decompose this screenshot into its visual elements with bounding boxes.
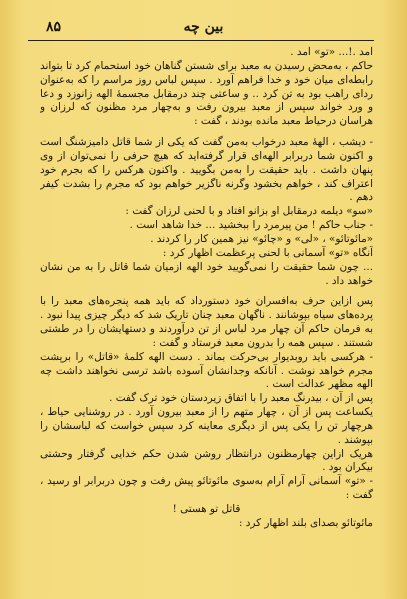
paragraph: مائوتائو بصدای بلند اظهار کرد : — [238, 516, 373, 529]
paragraph: - جناب حاکم ! من پیرمرد را ببخشید ... خدا شاهد است . — [129, 219, 373, 232]
paragraph: - دیشب ، الههٔ معبد درخواب به‌من گفت که یکی از شما قاتل دامیزشنگ است و اکنون شما دربرابر الهه‌ای قرار گرفته‌اید که هیچ حرفی را نمی‌توان از وی پنهان داشت . باید حقیقت را به‌من بگویید . واکنون هرکس را که بجرم خود اعتراف کند ، خواهم بخشود وگرنه ناگزیر خواهم بود که مجرم را بشدت کیفر دهم . — [40, 136, 373, 204]
paragraph: قاتل تو هستی ! — [172, 503, 241, 515]
paragraph: یکساعت پس از آن ، چهار متهم را از معبد بیرون آورد . در روشنایی حیاط ، هرچهار تن را یکی پس از دیگری معاینه کرد سپس خواست که لباسشان را بپوشند . — [40, 406, 373, 446]
paragraph: حاکم ، به‌محض رسیدن به معبد برای شستن گناهان خود استحمام کرد تا بتواند رابطه‌ای میان خود و خدا فراهم آورد . سپس لباس روز مراسم را که به‌عنوان ردای راهب بود به تن کرد .. و ساعتی چند درمقابل مجسمهٔ الهه زانوزد و دعا و ورد خواند سپس از معبد بیرون رفت و به‌چهار مرد مظنون که لرزان و هراسان درحیاط معبد مانده بودند ، گفت : — [40, 59, 373, 128]
page-number: ۸۵ — [46, 19, 62, 35]
paragraph: «سو» دیلمه درمقابل او بزانو افتاد و با لحنی لرزان گفت : — [125, 205, 373, 218]
paragraph: آنگاه «تو» آسمانی با لحنی پرعظمت اظهار کرد : — [162, 246, 373, 259]
paragraph: - هرکسی باید روبدیوار بی‌حرکت بماند . دست الهه کلمهٔ «قاتل» را برپشت مجرم خواهد نوشت . آنانکه وجدانشان آسوده باشد ترسی نخواهند داشت چه الهه مظهر عدالت است . — [40, 350, 373, 391]
paragraph: آمد .!... «تو» آمد . — [290, 46, 373, 58]
paragraph: پس از آن ، بیدرنگ معبد را با اتفاق زیردستان خود ترک گفت . — [109, 392, 373, 405]
paragraph: پس ازاین حرف به‌افسران خود دستورداد که باید همه پنجره‌های معبد را با پرده‌های سیاه بپوشانند . ناگهان معبد چنان تاریک شد که دیگر چیزی پیدا نبود . به فرمان حاکم آن چهار مرد لباس از تن درآوردند و دستهایشان را در طشتی شستند . سپس همه را بدرون معبد فرستاد و گفت : — [40, 295, 373, 349]
header-rule — [28, 40, 374, 41]
page-body — [40, 46, 373, 591]
paragraph: - «تو» آسمانی آرام آرام به‌سوی مائوتائو پیش رفت و چون دربرابر او رسید ، گفت : — [40, 475, 373, 502]
paragraph: هریک ازاین چهارمظنون درانتظار روشن شدن حکم خدایی گرفتار وحشتی بیکران بود . — [40, 447, 373, 474]
paragraph: ... چون شما حقیقت را نمی‌گویید خود الهه ازمیان شما قاتل را به من نشان خواهد داد . — [40, 260, 373, 287]
paragraph: «مائوتائو» ، «لی» و «چائو» نیز همین کار را کردند . — [150, 232, 373, 245]
page-header — [22, 17, 385, 37]
running-title: بین چه — [183, 19, 224, 35]
